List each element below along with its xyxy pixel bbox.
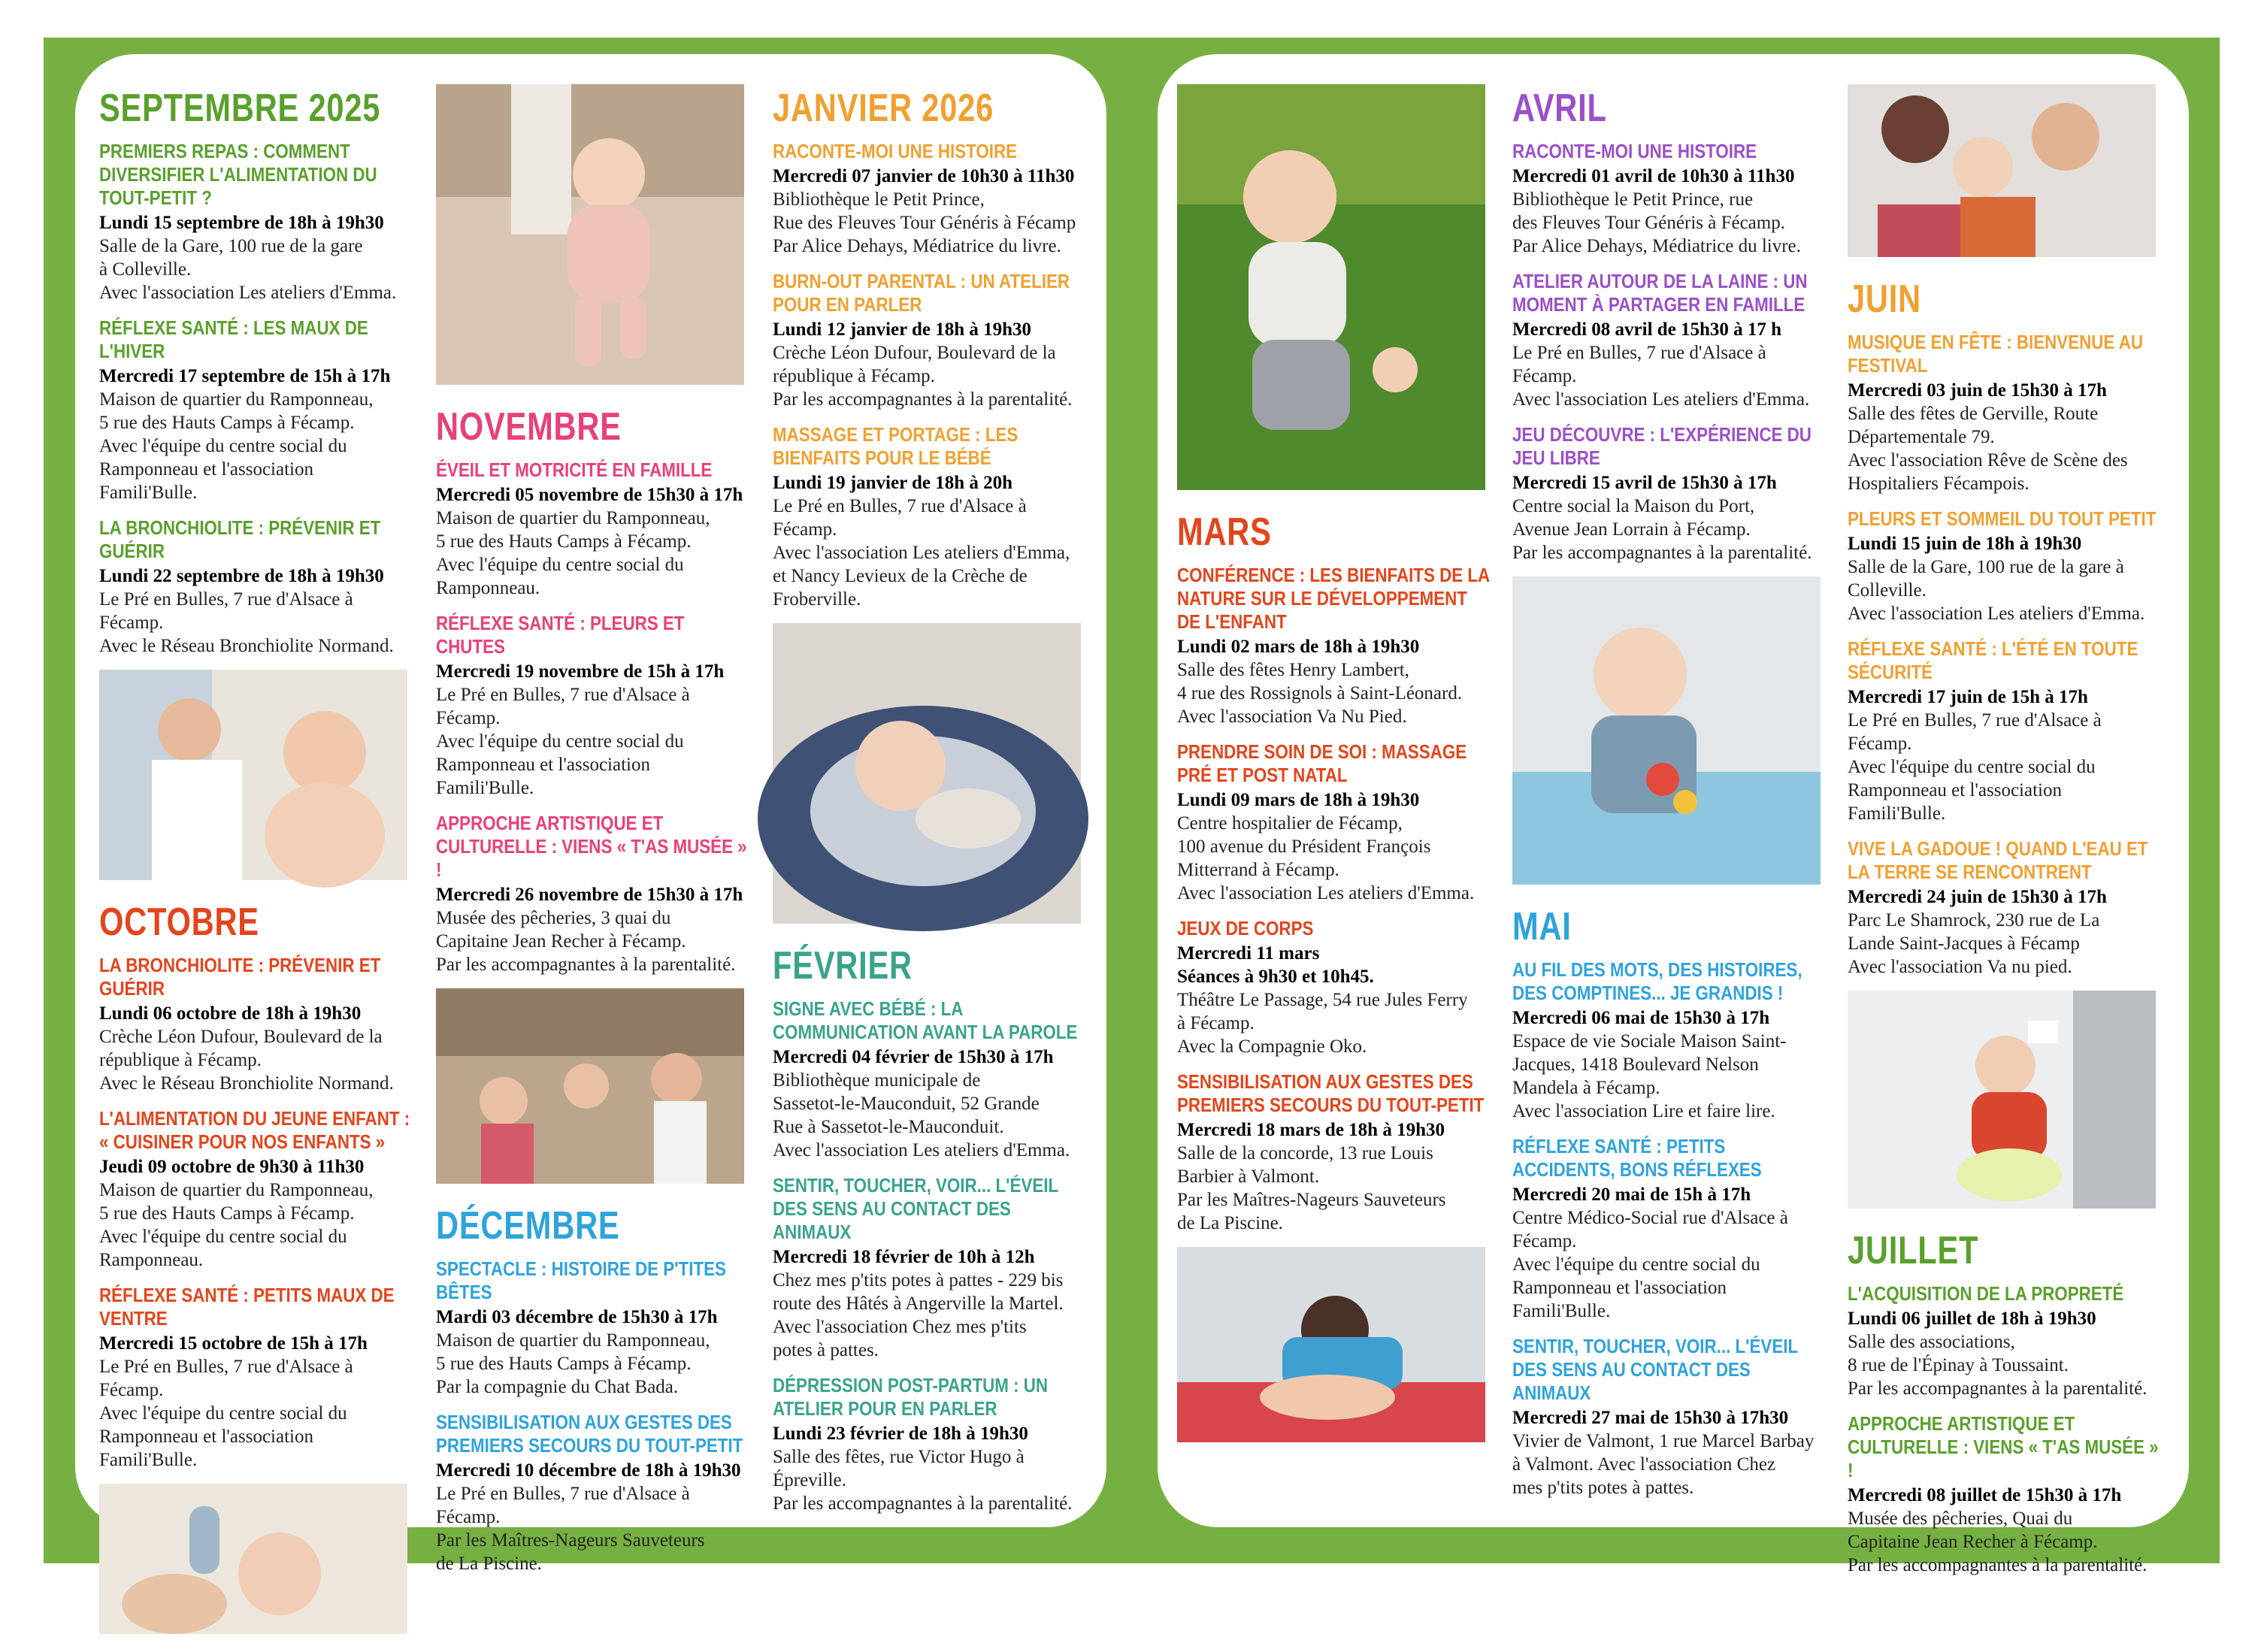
event-line: Avenue Jean Lorrain à Fécamp.	[1512, 519, 1751, 540]
event-maux-hiver	[99, 316, 415, 504]
event-line: Crèche Léon Dufour, Boulevard de la	[773, 343, 1056, 363]
event-line: 5 rue des Hauts Camps à Fécamp.	[99, 1203, 355, 1224]
photo-child-potty	[1848, 991, 2156, 1209]
event-line: Bibliothèque municipale de	[773, 1070, 981, 1091]
event-line: de La Piscine.	[436, 1554, 542, 1574]
event-line: Chez mes p'tits potes à pattes - 229 bis	[773, 1270, 1064, 1290]
event-title: ÉVEIL ET MOTRICITÉ EN FAMILLE	[436, 458, 713, 481]
event-signe-bebe	[773, 997, 1088, 1162]
event-line: potes à pattes.	[773, 1340, 879, 1360]
event-title: SENTIR, TOUCHER, VOIR... L'ÉVEIL DES SENS AU CONTACT DES ANIMAUX	[1512, 1335, 1798, 1404]
event-line: Salle de la concorde, 13 rue Louis	[1177, 1143, 1433, 1163]
event-line: Maison de quartier du Ramponneau,	[436, 1330, 710, 1351]
event-maux-ventre	[99, 1284, 415, 1472]
event-eveil-motricite	[436, 458, 752, 600]
event-line: Mandela à Fécamp.	[1512, 1078, 1660, 1098]
event-line: Salle de la Gare, 100 rue de la gare à	[1848, 557, 2124, 577]
event-line: Par les accompagnantes à la parentalité.	[773, 389, 1073, 410]
left-panel	[75, 54, 1106, 1574]
photo-baby-playmat	[1512, 576, 1821, 885]
event-pleurs-chutes	[436, 612, 752, 800]
event-line: Musée des pêcheries, 3 quai du	[436, 908, 671, 928]
event-title: RÉFLEXE SANTÉ : PLEURS ET CHUTES	[436, 612, 685, 658]
event-line: Salle de la Gare, 100 rue de la gare	[99, 236, 363, 256]
event-premiers-secours-mars	[1177, 1070, 1493, 1235]
event-date: Mercredi 15 avril de 15h30 à 17h	[1512, 473, 1777, 493]
event-date-detail: Séances à 9h30 et 10h45.	[1177, 967, 1374, 987]
event-date: Lundi 22 septembre de 18h à 19h30	[99, 566, 384, 586]
month-heading-octobre: OCTOBRE	[99, 900, 259, 944]
event-line: 5 rue des Hauts Camps à Fécamp.	[99, 413, 355, 433]
event-date: Mercredi 15 octobre de 15h à 17h	[99, 1333, 368, 1354]
event-title: RÉFLEXE SANTÉ : PETITS ACCIDENTS, BONS RÉFLEXES	[1512, 1135, 1762, 1181]
event-line: à Colleville.	[99, 259, 192, 280]
event-line: Avec l'association Les ateliers d'Emma.	[99, 283, 397, 303]
event-musique-en-fete	[1848, 331, 2163, 495]
event-line: Musée des pêcheries, Quai du	[1848, 1508, 2073, 1529]
event-date: Mercredi 27 mai de 15h30 à 17h30	[1512, 1408, 1789, 1428]
event-au-fil-des-mots	[1512, 958, 1828, 1123]
event-line: Hospitaliers Fécampois.	[1848, 474, 2030, 494]
event-title: CONFÉRENCE : LES BIENFAITS DE LA NATURE SUR LE DÉVELOPPEMENT DE L'ENFANT	[1177, 564, 1490, 633]
event-line: Froberville.	[773, 589, 861, 610]
event-raconte-moi-avril	[1512, 140, 1828, 258]
column-mars	[1177, 84, 1493, 1460]
event-line: Par les accompagnantes à la parentalité.	[1512, 543, 1812, 563]
month-heading-juillet: JUILLET	[1848, 1229, 1979, 1272]
event-date: Mercredi 08 juillet de 15h30 à 17h	[1848, 1485, 2122, 1505]
event-line: Mitterrand à Fécamp.	[1177, 860, 1339, 880]
event-line: Avec l'association Les ateliers d'Emma.	[1177, 883, 1475, 903]
event-bronchiolite-sept	[99, 516, 415, 658]
event-line: Maison de quartier du Ramponneau,	[436, 508, 710, 528]
event-line: Avec l'association Rêve de Scène des	[1848, 450, 2128, 470]
event-date: Mercredi 18 mars de 18h à 19h30	[1177, 1120, 1445, 1140]
event-line: Salle des associations,	[1848, 1332, 2015, 1352]
event-line: Avec l'association Les ateliers d'Emma.	[773, 1140, 1070, 1160]
event-line: Famili'Bulle.	[436, 778, 534, 798]
event-line: Lande Saint-Jacques à Fécamp	[1848, 933, 2080, 954]
event-line: des Fleuves Tour Généris à Fécamp.	[1512, 213, 1785, 233]
event-line: Bibliothèque le Petit Prince,	[773, 189, 985, 210]
event-title: RÉFLEXE SANTÉ : L'ÉTÉ EN TOUTE SÉCURITÉ	[1848, 637, 2138, 683]
photo-toddler-grass	[1177, 84, 1485, 490]
event-line: Par Alice Dehays, Médiatrice du livre.	[1512, 236, 1801, 256]
event-title: RACONTE-MOI UNE HISTOIRE	[773, 140, 1018, 162]
event-alimentation-jeune	[99, 1107, 415, 1272]
event-line: Avec l'équipe du centre social du	[99, 436, 347, 456]
event-line: Vivier de Valmont, 1 rue Marcel Barbay	[1512, 1431, 1815, 1451]
event-title: MUSIQUE EN FÊTE : BIENVENUE AU FESTIVAL	[1848, 331, 2143, 377]
event-date: Mercredi 20 mai de 15h à 17h	[1512, 1185, 1751, 1205]
event-line: Centre social la Maison du Port,	[1512, 496, 1755, 516]
event-premiers-repas	[99, 140, 415, 304]
event-line: Avec l'association Les ateliers d'Emma,	[773, 543, 1070, 563]
column-jan-feb	[773, 84, 1088, 1527]
event-date: Mercredi 24 juin de 15h30 à 17h	[1848, 887, 2107, 907]
event-line: Par les Maîtres-Nageurs Sauveteurs	[436, 1530, 705, 1551]
event-title: SENSIBILISATION AUX GESTES DES PREMIERS SECOURS DU TOUT-PETIT	[1177, 1070, 1485, 1116]
event-title: RÉFLEXE SANTÉ : LES MAUX DE L'HIVER	[99, 316, 368, 362]
event-line: Salle des fêtes, rue Victor Hugo à	[773, 1447, 1025, 1467]
event-line: république à Fécamp.	[99, 1050, 262, 1070]
event-line: Ramponneau et l'association	[436, 755, 650, 775]
event-line: Par les Maîtres-Nageurs Sauveteurs	[1177, 1190, 1446, 1210]
event-line: mes p'tits potes à pattes.	[1512, 1478, 1694, 1498]
month-heading-mars: MARS	[1177, 510, 1272, 554]
column-nov-dec	[436, 84, 752, 1587]
event-line: Avec l'équipe du centre social du	[436, 731, 684, 752]
event-pleurs-sommeil	[1848, 507, 2163, 625]
event-line: à Valmont. Avec l'association Chez	[1512, 1454, 1776, 1475]
event-line: Par les accompagnantes à la parentalité.	[773, 1493, 1073, 1514]
event-title: PRENDRE SOIN DE SOI : MASSAGE PRÉ ET POST NATAL	[1177, 740, 1467, 786]
event-line: à Fécamp.	[1177, 1013, 1255, 1033]
event-line: république à Fécamp.	[773, 366, 935, 386]
event-atelier-laine	[1512, 270, 1828, 411]
event-title: VIVE LA GADOUE ! QUAND L'EAU ET LA TERRE SE RENCONTRENT	[1848, 837, 2148, 883]
event-line: Par Alice Dehays, Médiatrice du livre.	[773, 236, 1061, 256]
event-depression-post-partum	[773, 1374, 1088, 1515]
event-line: Avec l'équipe du centre social du	[1512, 1254, 1760, 1275]
event-date: Mercredi 06 mai de 15h30 à 17h	[1512, 1008, 1770, 1028]
event-line: Rue des Fleuves Tour Généris à Fécamp	[773, 213, 1076, 233]
event-date: Lundi 15 septembre de 18h à 19h30	[99, 213, 384, 233]
event-line: Famili'Bulle.	[1512, 1301, 1611, 1321]
event-line: Parc Le Shamrock, 230 rue de La	[1848, 910, 2100, 930]
event-line: Crèche Léon Dufour, Boulevard de la	[99, 1027, 383, 1047]
event-jeu-decouvre	[1512, 423, 1828, 564]
event-line: Maison de quartier du Ramponneau,	[99, 1180, 374, 1200]
event-date: Mercredi 17 septembre de 15h à 17h	[99, 366, 391, 386]
event-title: RÉFLEXE SANTÉ : PETITS MAUX DE VENTRE	[99, 1284, 395, 1330]
event-jeux-de-corps	[1177, 917, 1493, 1058]
event-eveil-sens-mai	[1512, 1335, 1828, 1499]
column-juin-juillet	[1848, 84, 2163, 1589]
photo-museum-children	[436, 988, 744, 1184]
event-line: Famili'Bulle.	[99, 483, 198, 503]
photo-first-aid	[1177, 1247, 1485, 1442]
event-line: Ramponneau et l'association	[99, 459, 313, 480]
event-date: Mercredi 10 décembre de 18h à 19h30	[436, 1460, 741, 1481]
event-line: Par les accompagnantes à la parentalité.	[1848, 1378, 2148, 1399]
event-title: JEUX DE CORPS	[1177, 917, 1314, 939]
event-date: Mercredi 08 avril de 15h30 à 17 h	[1512, 319, 1782, 340]
month-heading-avril: AVRIL	[1512, 86, 1607, 130]
event-line: Le Pré en Bulles, 7 rue d'Alsace à Fécamp.	[99, 589, 353, 633]
event-date: Lundi 23 février de 18h à 19h30	[773, 1424, 1028, 1444]
event-line: Ramponneau et l'association	[99, 1427, 313, 1447]
event-title: DÉPRESSION POST-PARTUM : UN ATELIER POUR EN PARLER	[773, 1374, 1049, 1420]
event-date: Mercredi 03 juin de 15h30 à 17h	[1848, 380, 2107, 401]
event-line: Avec l'association Les ateliers d'Emma.	[1512, 389, 1810, 410]
event-line: 8 rue de l'Épinay à Toussaint.	[1848, 1355, 2069, 1375]
event-title: RACONTE-MOI UNE HISTOIRE	[1512, 140, 1757, 162]
photo-baby-pillow	[773, 623, 1081, 924]
event-prendre-soin	[1177, 740, 1493, 905]
event-date: Lundi 15 juin de 18h à 19h30	[1848, 534, 2082, 554]
event-line: Avec l'équipe du centre social du	[99, 1227, 347, 1247]
event-line: Le Pré en Bulles, 7 rue d'Alsace à Fécamp.	[436, 1484, 690, 1527]
event-date: Mardi 03 décembre de 15h30 à 17h	[436, 1307, 718, 1327]
event-line: Fécamp.	[1512, 1231, 1577, 1251]
event-acquisition-proprete	[1848, 1282, 2163, 1400]
event-date: Mercredi 04 février de 15h30 à 17h	[773, 1047, 1054, 1067]
month-heading-novembre: NOVEMBRE	[436, 405, 622, 449]
event-date: Lundi 06 octobre de 18h à 19h30	[99, 1003, 362, 1024]
month-heading-mai: MAI	[1512, 905, 1572, 949]
event-conference-nature	[1177, 564, 1493, 728]
event-title: MASSAGE ET PORTAGE : LES BIENFAITS POUR LE BÉBÉ	[773, 423, 1019, 469]
month-heading-janvier: JANVIER 2026	[773, 86, 994, 130]
event-line: Maison de quartier du Ramponneau,	[99, 389, 374, 410]
event-line: Avec l'équipe du centre social du	[99, 1403, 347, 1424]
event-line: Avec l'association Va nu pied.	[1848, 957, 2072, 977]
event-date: Lundi 19 janvier de 18h à 20h	[773, 473, 1013, 493]
event-line: Avec l'association Les ateliers d'Emma.	[1848, 604, 2145, 624]
event-date: Lundi 06 juillet de 18h à 19h30	[1848, 1309, 2096, 1329]
event-title: SENTIR, TOUCHER, VOIR... L'ÉVEIL DES SENS AU CONTACT DES ANIMAUX	[773, 1174, 1058, 1243]
event-title: PREMIERS REPAS : COMMENT DIVERSIFIER L'ALIMENTATION DU TOUT-PETIT ?	[99, 140, 377, 209]
event-line: Espace de vie Sociale Maison Saint-	[1512, 1031, 1787, 1051]
event-line: de La Piscine.	[1177, 1213, 1283, 1233]
event-title: AU FIL DES MOTS, DES HISTOIRES, DES COMPTINES... JE GRANDIS !	[1512, 958, 1802, 1004]
event-line: Centre hospitalier de Fécamp,	[1177, 813, 1403, 834]
event-title: L'ALIMENTATION DU JEUNE ENFANT : « CUISINER POUR NOS ENFANTS »	[99, 1107, 410, 1153]
event-line: Par les accompagnantes à la parentalité.	[1848, 1555, 2148, 1575]
event-line: Le Pré en Bulles, 7 rue d'Alsace à Fécamp.	[99, 1357, 353, 1400]
event-line: Barbier à Valmont.	[1177, 1166, 1320, 1187]
event-line: Ramponneau et l'association	[1512, 1278, 1727, 1298]
event-line: Centre Médico-Social rue d'Alsace à	[1512, 1208, 1788, 1228]
event-title: L'ACQUISITION DE LA PROPRETÉ	[1848, 1282, 2124, 1305]
event-title: ATELIER AUTOUR DE LA LAINE : UN MOMENT À PARTAGER EN FAMILLE	[1512, 270, 1808, 316]
event-line: Par les accompagnantes à la parentalité.	[436, 955, 736, 975]
month-heading-septembre: SEPTEMBRE 2025	[99, 86, 381, 130]
event-line: Avec l'association Va Nu Pied.	[1177, 706, 1407, 727]
event-line: Sassetot-le-Mauconduit, 52 Grande	[773, 1094, 1040, 1114]
right-panel	[1158, 54, 2189, 1575]
month-heading-juin: JUIN	[1848, 277, 1921, 321]
event-line: 4 rue des Rossignols à Saint-Léonard.	[1177, 683, 1463, 703]
event-line: Départementale 79.	[1848, 427, 1995, 447]
event-line: Le Pré en Bulles, 7 rue d'Alsace à Fécamp.	[773, 496, 1027, 540]
event-raconte-moi-jan	[773, 140, 1088, 258]
event-title: LA BRONCHIOLITE : PRÉVENIR ET GUÉRIR	[99, 954, 381, 1000]
event-premiers-secours-dec	[436, 1411, 752, 1575]
event-line: Avec l'équipe du centre social du	[436, 555, 684, 575]
event-line: Le Pré en Bulles, 7 rue d'Alsace à Fécamp.	[1512, 343, 1766, 386]
event-line: Avec le Réseau Bronchiolite Normand.	[99, 636, 394, 656]
event-date: Mercredi 11 mars	[1177, 943, 1320, 964]
event-petits-accidents	[1512, 1135, 1828, 1323]
event-line: Famili'Bulle.	[1848, 803, 1946, 824]
event-line: Avec l'équipe du centre social du	[1848, 757, 2096, 777]
event-title: BURN-OUT PARENTAL : UN ATELIER POUR EN PARLER	[773, 270, 1070, 316]
event-line: Rue à Sassetot-le-Mauconduit.	[773, 1117, 1004, 1137]
photo-baby-toy	[99, 1484, 407, 1634]
column-avril-mai	[1512, 84, 1828, 1511]
event-line: Théâtre Le Passage, 54 rue Jules Ferry	[1177, 990, 1468, 1010]
event-vive-la-gadoue	[1848, 837, 2163, 979]
event-line: Salle des fêtes de Gerville, Route	[1848, 404, 2099, 424]
event-line: Avec l'association Lire et faire lire.	[1512, 1101, 1775, 1121]
event-ete-securite	[1848, 637, 2163, 825]
photo-toddler-walking	[436, 84, 744, 385]
event-date: Mercredi 26 novembre de 15h30 à 17h	[436, 885, 743, 905]
month-heading-fevrier: FÉVRIER	[773, 944, 913, 988]
event-line: 100 avenue du Président François	[1177, 837, 1431, 857]
event-line: 5 rue des Hauts Camps à Fécamp.	[436, 531, 692, 552]
event-line: Avec la Compagnie Oko.	[1177, 1036, 1367, 1057]
event-date: Mercredi 07 janvier de 10h30 à 11h30	[773, 166, 1075, 186]
event-title: PLEURS ET SOMMEIL DU TOUT PETIT	[1848, 507, 2157, 530]
event-line: Bibliothèque le Petit Prince, rue	[1512, 189, 1754, 210]
month-heading-decembre: DÉCEMBRE	[436, 1204, 620, 1248]
event-line: Salle des fêtes Henry Lambert,	[1177, 660, 1409, 680]
event-line: Capitaine Jean Recher à Fécamp.	[436, 931, 686, 952]
event-line: et Nancy Levieux de la Crèche de	[773, 566, 1028, 586]
event-date: Mercredi 17 juin de 15h à 17h	[1848, 687, 2088, 707]
event-line: Le Pré en Bulles, 7 rue d'Alsace à Fécamp.	[1848, 710, 2102, 754]
event-line: Le Pré en Bulles, 7 rue d'Alsace à Fécamp.	[436, 685, 690, 728]
event-title: APPROCHE ARTISTIQUE ET CULTURELLE : VIENS « T'AS MUSÉE » !	[1848, 1412, 2159, 1481]
event-title: SIGNE AVEC BÉBÉ : LA COMMUNICATION AVANT LA PAROLE	[773, 997, 1078, 1043]
event-line: Épreville.	[773, 1470, 846, 1490]
event-title: SPECTACLE : HISTOIRE DE P'TITES BÊTES	[436, 1257, 726, 1303]
event-bronchiolite-oct	[99, 954, 415, 1095]
event-date: Lundi 09 mars de 18h à 19h30	[1177, 790, 1420, 810]
event-line: Colleville.	[1848, 580, 1927, 601]
event-line: 5 rue des Hauts Camps à Fécamp.	[436, 1354, 692, 1374]
event-title: APPROCHE ARTISTIQUE ET CULTURELLE : VIENS « T'AS MUSÉE » !	[436, 812, 747, 881]
photo-family-laptop	[1848, 84, 2156, 257]
event-eveil-sens-feb	[773, 1174, 1088, 1362]
event-date: Lundi 12 janvier de 18h à 19h30	[773, 319, 1032, 340]
event-title: LA BRONCHIOLITE : PRÉVENIR ET GUÉRIR	[99, 516, 381, 562]
event-line: Ramponneau.	[99, 1250, 204, 1270]
column-sept-oct	[99, 84, 415, 1652]
event-line: Capitaine Jean Recher à Fécamp.	[1848, 1532, 2098, 1552]
event-burn-out	[773, 270, 1088, 411]
event-line: Avec l'association Chez mes p'tits	[773, 1317, 1027, 1337]
event-approche-artistique-juillet	[1848, 1412, 2163, 1577]
event-date: Lundi 02 mars de 18h à 19h30	[1177, 637, 1420, 657]
event-date: Mercredi 05 novembre de 15h30 à 17h	[436, 485, 743, 505]
event-title: JEU DÉCOUVRE : L'EXPÉRIENCE DU JEU LIBRE	[1512, 423, 1812, 469]
event-line: Ramponneau.	[436, 578, 540, 598]
event-date: Mercredi 19 novembre de 15h à 17h	[436, 661, 725, 682]
event-approche-artistique-nov	[436, 812, 752, 976]
event-date: Mercredi 18 février de 10h à 12h	[773, 1247, 1035, 1267]
event-spectacle	[436, 1257, 752, 1399]
event-title: SENSIBILISATION AUX GESTES DES PREMIERS SECOURS DU TOUT-PETIT	[436, 1411, 743, 1457]
event-line: Famili'Bulle.	[99, 1450, 198, 1470]
photo-doctor-baby	[99, 670, 407, 880]
event-line: Avec le Réseau Bronchiolite Normand.	[99, 1073, 394, 1094]
event-line: Jacques, 1418 Boulevard Nelson	[1512, 1054, 1759, 1075]
event-massage-portage	[773, 423, 1088, 611]
event-line: route des Hâtés à Angerville la Martel.	[773, 1293, 1064, 1314]
event-date: Jeudi 09 octobre de 9h30 à 11h30	[99, 1157, 365, 1177]
event-line: Ramponneau et l'association	[1848, 780, 2062, 800]
event-line: Par la compagnie du Chat Bada.	[436, 1377, 679, 1397]
event-date: Mercredi 01 avril de 10h30 à 11h30	[1512, 166, 1795, 186]
